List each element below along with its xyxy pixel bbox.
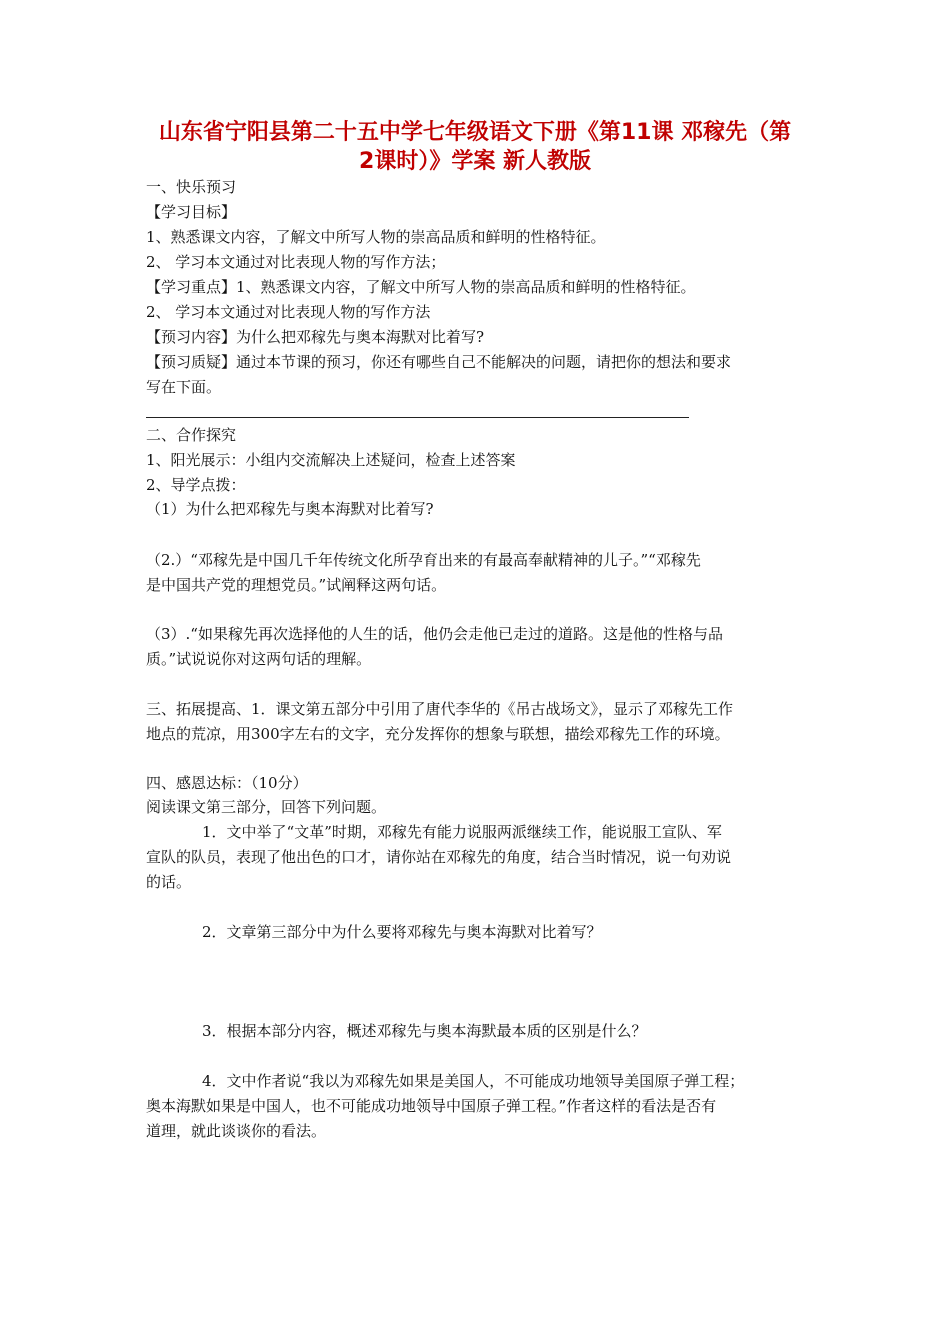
text-line: 写在下面。 [146,378,222,396]
text-line: 【学习目标】 [146,203,237,221]
section-heading: 三、拓展提高、1．课文第五部分中引用了唐代李华的《吊古战场文》，显示了邓稼先工作 [146,700,734,718]
question-line: （1）为什么把邓稼先与奥本海默对比着写? [146,500,434,518]
question-line: 道理，就此谈谈你的看法。 [146,1122,327,1140]
question-line: 4．文中作者说“我以为邓稼先如果是美国人，不可能成功地领导美国原子弹工程； [202,1072,745,1090]
question-line: 1．文中举了“文革”时期，邓稼先有能力说服两派继续工作，能说服工宣队、军 [202,823,722,841]
answer-line [146,417,689,418]
text-line: 2、导学点拨： [146,476,246,494]
question-line: （2.）“邓稼先是中国几千年传统文化所孕育出来的有最高奉献精神的儿子。”“邓稼先 [146,551,701,569]
question-line: 是中国共产党的理想党员。”试阐释这两句话。 [146,576,447,594]
text-line: 1、熟悉课文内容，了解文中所写人物的崇高品质和鲜明的性格特征。 [146,228,606,246]
text-line: 【学习重点】1、熟悉课文内容，了解文中所写人物的崇高品质和鲜明的性格特征。 [146,278,696,296]
question-line: 宣队的队员，表现了他出色的口才，请你站在邓稼先的角度，结合当时情况，说一句劝说 [146,848,732,866]
text-line: 地点的荒凉，用300字左右的文字，充分发挥你的想象与联想，描绘邓稼先工作的环境。 [146,725,730,743]
text-line: 2、 学习本文通过对比表现人物的写作方法 [146,303,431,321]
text-line: 【预习质疑】通过本节课的预习，你还有哪些自己不能解决的问题，请把你的想法和要求 [146,353,732,371]
section-heading: 四、感恩达标：（10分） [146,774,308,792]
text-line: 2、 学习本文通过对比表现人物的写作方法； [146,253,446,271]
text-line: 【预习内容】为什么把邓稼先与奥本海默对比着写? [146,328,485,346]
question-line: 奥本海默如果是中国人，也不可能成功地领导中国原子弹工程。”作者这样的看法是否有 [146,1097,717,1115]
title-line-2: 2课时）》学案 新人教版 [359,149,591,174]
question-line: 质。”试说说你对这两句话的理解。 [146,650,372,668]
text-line: 阅读课文第三部分，回答下列问题。 [146,798,387,816]
question-line: 2．文章第三部分中为什么要将邓稼先与奥本海默对比着写？ [202,923,602,941]
question-line: 的话。 [146,873,192,891]
question-line: （3）.“如果稼先再次选择他的人生的话，他仍会走他已走过的道路。这是他的性格与品 [146,625,723,643]
document-title [140,118,810,176]
question-line: 3．根据本部分内容，概述邓稼先与奥本海默最本质的区别是什么？ [202,1022,647,1040]
section-heading: 二、合作探究 [146,426,237,444]
title-line-1: 山东省宁阳县第二十五中学七年级语文下册《第11课 邓稼先（第 [158,120,792,145]
section-heading: 一、快乐预习 [146,178,237,196]
text-line: 1、阳光展示：小组内交流解决上述疑问，检查上述答案 [146,451,516,469]
